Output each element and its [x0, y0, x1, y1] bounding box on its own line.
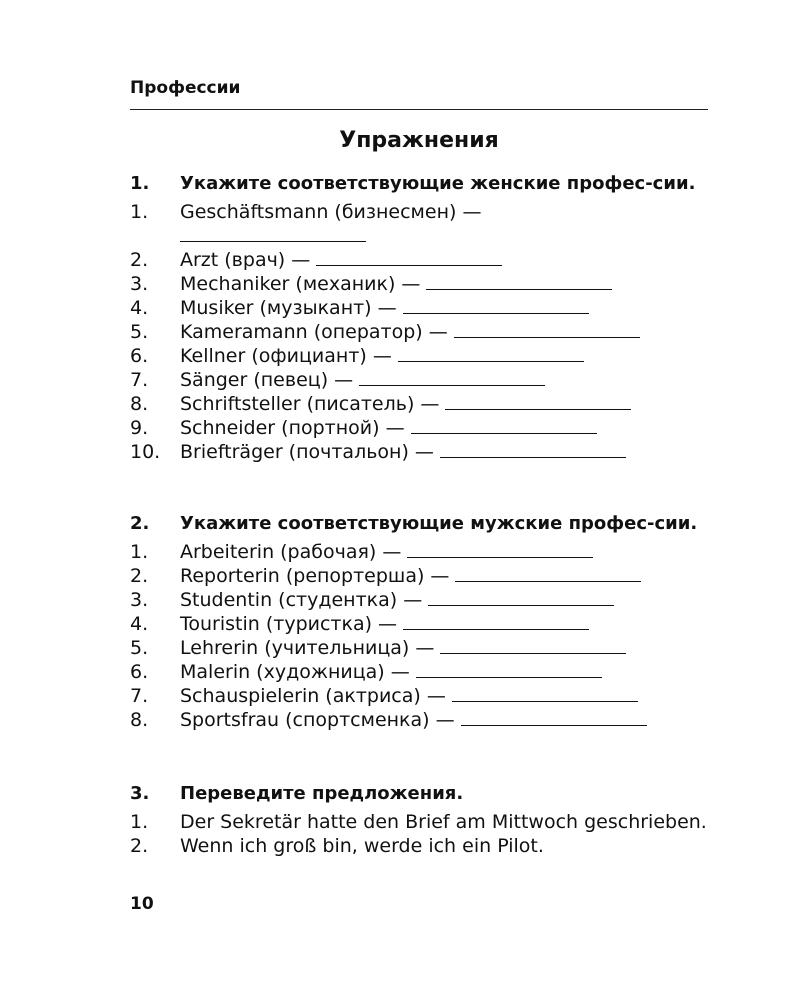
item-number: 5. [130, 321, 149, 343]
list-item [130, 588, 708, 612]
list-item [130, 344, 708, 368]
item-text: Lehrerin (учительница) — [180, 637, 435, 659]
item-number: 7. [130, 685, 149, 707]
answer-blank[interactable] [452, 685, 638, 702]
answer-blank[interactable] [426, 273, 612, 290]
item-number: 2. [130, 249, 149, 271]
answer-blank[interactable] [407, 541, 593, 558]
list-item-continuation [130, 224, 708, 248]
item-number: 9. [130, 417, 149, 439]
item-text: Arbeiterin (рабочая) — [180, 541, 402, 563]
answer-blank[interactable] [440, 637, 626, 654]
item-number: 10. [130, 441, 161, 463]
exercise-2 [130, 512, 708, 732]
item-number: 4. [130, 297, 149, 319]
answer-blank[interactable] [461, 709, 647, 726]
item-text: Geschäftsmann (бизнесмен) — [180, 201, 482, 223]
item-text: Kellner (официант) — [180, 345, 392, 367]
list-item [130, 200, 708, 224]
item-text: Briefträger (почтальон) — [180, 441, 434, 463]
answer-blank[interactable] [440, 441, 626, 458]
answer-blank[interactable] [403, 613, 589, 630]
answer-blank[interactable] [316, 249, 502, 266]
item-text: Schauspielerin (актриса) — [180, 685, 446, 707]
item-number: 8. [130, 393, 149, 415]
item-text: Sänger (певец) — [180, 369, 354, 391]
item-number: 6. [130, 661, 149, 683]
item-text: Wenn ich groß bin, werde ich ein Pilot. [180, 835, 544, 857]
item-number: 2. [130, 835, 149, 857]
item-text: Reporterin (репортерша) — [180, 565, 450, 587]
list-item [130, 440, 708, 464]
item-text: Arzt (врач) — [180, 249, 311, 271]
answer-blank[interactable] [411, 417, 597, 434]
item-number: 3. [130, 589, 149, 611]
item-text: Malerin (художница) — [180, 661, 410, 683]
item-text: Touristin (туристка) — [180, 613, 398, 635]
exercise-2-instruction: Укажите соответствующие мужские профес-сии. [180, 513, 698, 534]
item-text: Musiker (музыкант) — [180, 297, 397, 319]
item-number: 1. [130, 201, 149, 223]
answer-blank[interactable] [428, 589, 614, 606]
page-number: 10 [130, 894, 154, 914]
list-item [130, 540, 708, 564]
list-item [130, 368, 708, 392]
answer-blank[interactable] [398, 345, 584, 362]
exercise-1-number: 1. [130, 173, 150, 194]
list-item [130, 612, 708, 636]
exercise-1-instruction: Укажите соответствующие женские профес-сии. [180, 173, 696, 194]
list-item [130, 660, 708, 684]
item-text: Studentin (студентка) — [180, 589, 423, 611]
exercise-2-heading [130, 512, 708, 536]
item-text: Der Sekretär hatte den Brief am Mittwoch geschrieben. [180, 811, 707, 833]
exercise-2-number: 2. [130, 513, 150, 534]
exercise-3-instruction: Переведите предложения. [180, 783, 464, 804]
list-item [130, 248, 708, 272]
item-text: Schriftsteller (писатель) — [180, 393, 440, 415]
item-number: 5. [130, 637, 149, 659]
item-text: Sportsfrau (спортсменка) — [180, 709, 455, 731]
list-item [130, 708, 708, 732]
list-item [130, 636, 708, 660]
list-item [130, 684, 708, 708]
item-number: 3. [130, 273, 149, 295]
exercise-1 [130, 172, 708, 464]
item-number: 6. [130, 345, 149, 367]
answer-blank[interactable] [180, 225, 366, 242]
answer-blank[interactable] [455, 565, 641, 582]
item-number: 4. [130, 613, 149, 635]
item-text: Schneider (портной) — [180, 417, 405, 439]
list-item [130, 320, 708, 344]
header-rule [130, 109, 708, 110]
list-item [130, 392, 708, 416]
answer-blank[interactable] [445, 393, 631, 410]
running-header: Профессии [130, 78, 241, 98]
item-text: Kameramann (оператор) — [180, 321, 448, 343]
item-number: 8. [130, 709, 149, 731]
list-item [130, 810, 708, 834]
answer-blank[interactable] [359, 369, 545, 386]
exercise-3-heading [130, 782, 708, 806]
item-number: 1. [130, 541, 149, 563]
list-item [130, 564, 708, 588]
list-item [130, 272, 708, 296]
list-item [130, 416, 708, 440]
answer-blank[interactable] [416, 661, 602, 678]
item-text: Mechaniker (механик) — [180, 273, 421, 295]
page-title: Упражнения [339, 128, 499, 153]
list-item [130, 296, 708, 320]
answer-blank[interactable] [403, 297, 589, 314]
item-number: 1. [130, 811, 149, 833]
exercise-3 [130, 782, 708, 858]
item-number: 2. [130, 565, 149, 587]
item-number: 7. [130, 369, 149, 391]
list-item [130, 834, 708, 858]
exercise-3-number: 3. [130, 783, 150, 804]
exercise-1-heading [130, 172, 708, 196]
answer-blank[interactable] [454, 321, 640, 338]
